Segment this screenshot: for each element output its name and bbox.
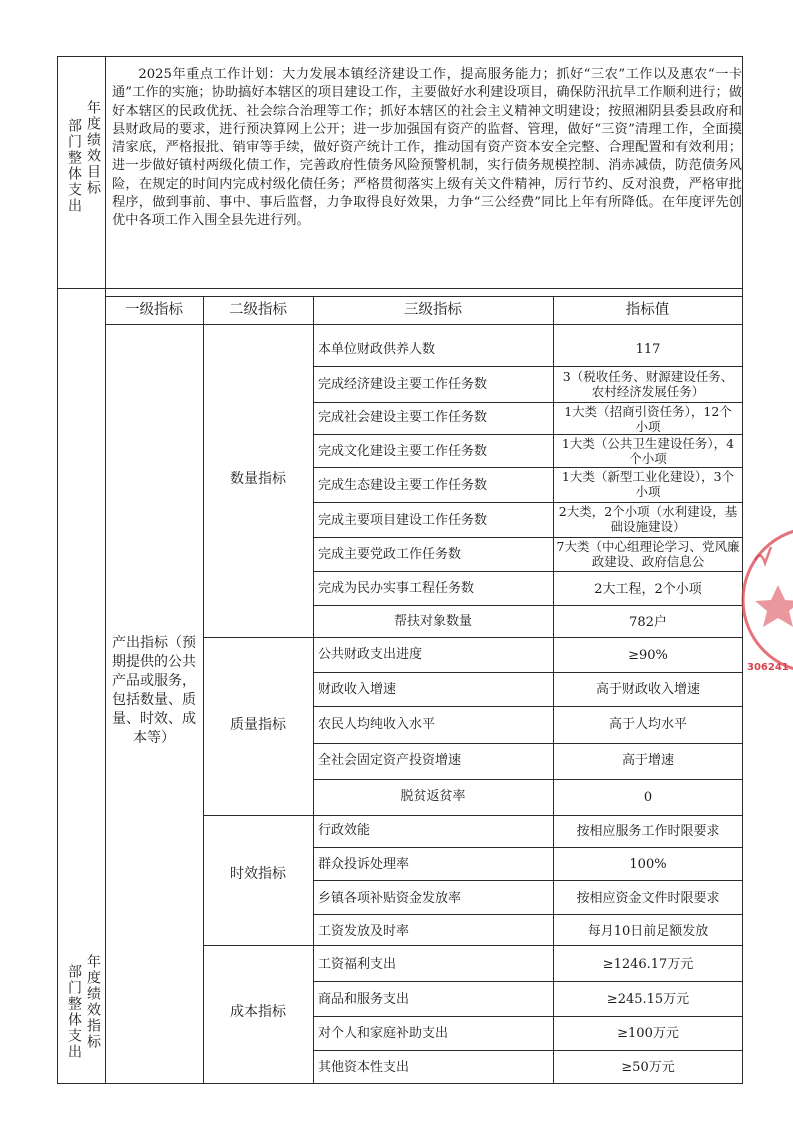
row-item: 财政收入增速 — [318, 682, 397, 697]
row-value: 高于财政收入增速 — [595, 682, 700, 697]
row-item: 公共财政支出进度 — [318, 647, 423, 662]
row-item: 农民人均纯收入水平 — [318, 717, 436, 732]
row-line — [313, 366, 742, 367]
col-divider-3 — [553, 296, 554, 1084]
section-divider — [57, 288, 743, 289]
row-value: ≥90% — [628, 648, 668, 663]
side-label-bottom-col1: 部门整体支出 — [66, 964, 82, 1060]
row-item: 完成社会建设主要工作任务数 — [318, 410, 488, 425]
row-line — [313, 706, 742, 707]
group-quality-label: 质量指标 — [230, 717, 286, 733]
row-value: 0 — [643, 790, 653, 805]
row-item: 工资福利支出 — [318, 957, 397, 972]
side-label-bottom-col2: 年度绩效指标 — [85, 954, 101, 1050]
row-value: 117 — [635, 342, 661, 357]
row-value: 1大类（招商引资任务），12个小项 — [564, 404, 732, 434]
row-value: ≥100万元 — [617, 1026, 679, 1041]
annual-goal-text: 2025年重点工作计划：大力发展本镇经济建设工作，提高服务能力；抓好“三农”工作以及惠农“一卡通”工作的实施；协助搞好本辖区的项目建设工作，主要做好水利建设项目，确保防汛抗旱工作顺利进行；做好本辖区的民政优抚、社会综合治理等工作；抓好本辖区的社会主义精神文明建设；按照湘阴县委县政府和县财政局的要求，进行预决算网上公开；进一步加强国有资产的监督、管理，做好“三资”清理工作，全面摸清家底，严格报批、销审等手续，做好资产统计工作，推动国有资产资本安全完整、合理配置和有效利用；进一步做好镇村两级化债工作，完善政府性债务风险预警机制，实行债务规模控制、消赤减债，防范债务风险，在规定的时间内完成村级化债任务；严格贯彻落实上级有关文件精神，厉行节约、反对浪费，严格审批程序，做到事前、事中、事后监督，力争取得良好效果，力争“三公经费”同比上年有所降低。在年度评先创优中各项工作入围全县先进行列。 — [112, 67, 742, 229]
row-value: ≥1246.17万元 — [602, 957, 694, 972]
row-line — [313, 1016, 742, 1017]
row-value: 每月10日前足额发放 — [587, 924, 709, 939]
row-item: 完成经济建设主要工作任务数 — [318, 377, 488, 392]
row-item: 全社会固定资产投资增速 — [318, 753, 462, 768]
row-line — [313, 914, 742, 915]
row-item: 群众投诉处理率 — [318, 857, 410, 872]
row-line — [313, 537, 742, 538]
table-border-bottom — [57, 1083, 743, 1084]
header-divider — [105, 324, 742, 325]
row-value: 1大类（新型工业化建设），3个小项 — [561, 469, 735, 499]
header-value: 指标值 — [625, 302, 670, 318]
row-item: 本单位财政供养人数 — [318, 342, 436, 357]
row-line — [313, 847, 742, 848]
group-timeliness-label: 时效指标 — [230, 866, 286, 882]
row-line — [313, 880, 742, 881]
row-item: 对个人和家庭补助支出 — [318, 1026, 449, 1041]
row-item: 行政效能 — [318, 823, 371, 838]
row-item: 完成主要项目建设工作任务数 — [318, 513, 488, 528]
row-value: 高于增速 — [621, 753, 674, 768]
row-value: 3（税收任务、财源建设任务、农村经济发展任务） — [562, 369, 734, 399]
row-value: ≥50万元 — [621, 1060, 675, 1075]
row-item: 工资发放及时率 — [318, 924, 410, 939]
header-level2: 二级指标 — [229, 302, 287, 318]
row-line — [313, 672, 742, 673]
group-separator-timeliness — [203, 815, 742, 816]
row-value: 高于人均水平 — [608, 717, 687, 732]
row-line — [313, 743, 742, 744]
level1-output-indicator: 产出指标（预期提供的公共产品或服务，包括数量、质量、时效、成本等） — [112, 635, 196, 746]
row-value: 按相应资金文件时限要求 — [576, 891, 720, 906]
col-divider-1 — [203, 296, 204, 1084]
side-label-top-col2: 年度绩效目标 — [85, 100, 101, 196]
seal-star — [755, 585, 793, 627]
seal-ring — [743, 528, 793, 672]
row-line — [313, 502, 742, 503]
row-value: 2大工程，2个小项 — [594, 582, 702, 597]
side-label-divider — [105, 56, 106, 1084]
row-line — [313, 571, 742, 572]
row-value: 7大类（中心组理论学习、党风廉政建设、政府信息公 — [556, 539, 740, 569]
row-item: 完成生态建设主要工作任务数 — [318, 478, 488, 493]
official-seal — [735, 505, 793, 695]
row-line — [313, 1050, 742, 1051]
row-line — [313, 402, 742, 403]
row-value: 1大类（公共卫生建设任务），4个小项 — [561, 436, 735, 466]
row-value: ≥245.15万元 — [606, 992, 690, 1007]
row-value: 100% — [629, 857, 667, 872]
row-item: 乡镇各项补贴资金发放率 — [318, 891, 462, 906]
row-line — [313, 605, 742, 606]
row-value: 2大类，2个小项（水利建设，基础设施建设） — [558, 504, 738, 534]
seal-number: 306241 — [747, 662, 789, 673]
row-value: 782户 — [629, 615, 667, 630]
row-value: 按相应服务工作时限要求 — [576, 824, 720, 839]
row-line — [313, 467, 742, 468]
side-label-top-col1: 部门整体支出 — [66, 118, 82, 214]
row-item: 帮扶对象数量 — [393, 614, 472, 629]
row-item: 脱贫返贫率 — [400, 789, 466, 804]
row-line — [313, 779, 742, 780]
row-line — [313, 981, 742, 982]
group-cost-label: 成本指标 — [230, 1004, 286, 1020]
col-divider-2 — [313, 296, 314, 1084]
table-border-left — [57, 56, 58, 1084]
table-border-top — [57, 56, 743, 57]
header-level1: 一级指标 — [125, 302, 183, 318]
header-level3: 三级指标 — [404, 302, 462, 318]
row-item: 完成主要党政工作任务数 — [318, 547, 462, 562]
row-line — [313, 434, 742, 435]
group-separator-quality — [203, 637, 742, 638]
row-item: 完成文化建设主要工作任务数 — [318, 444, 488, 459]
row-item: 商品和服务支出 — [318, 992, 410, 1007]
inner-table-top — [105, 296, 742, 297]
row-item: 其他资本性支出 — [318, 1060, 410, 1075]
group-quantity-label: 数量指标 — [230, 471, 286, 487]
group-separator-cost — [203, 945, 742, 946]
row-item: 完成为民办实事工程任务数 — [318, 581, 475, 596]
